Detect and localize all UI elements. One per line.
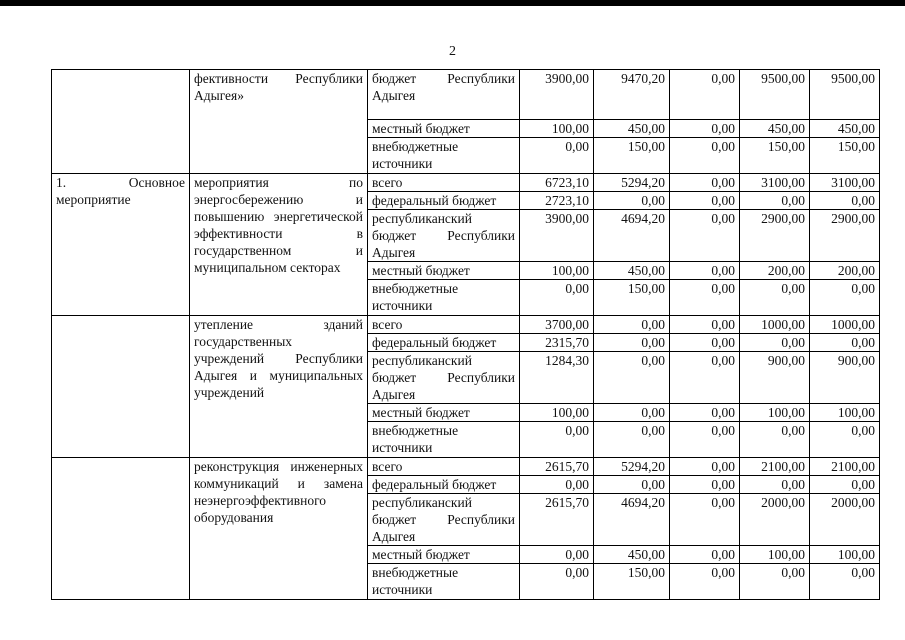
- amount-cell: 0,00: [670, 458, 740, 476]
- amount-cell: 0,00: [740, 334, 810, 352]
- amount-cell: 1000,00: [810, 316, 880, 334]
- amount-cell: 3700,00: [520, 316, 594, 334]
- amount-cell: 0,00: [520, 138, 594, 174]
- budget-table-body: [52, 70, 880, 600]
- amount-cell: 0,00: [740, 564, 810, 600]
- amount-cell: 0,00: [670, 422, 740, 458]
- amount-cell: 900,00: [810, 352, 880, 404]
- funding-source-cell: всего: [368, 316, 520, 334]
- measure-cell: утепление зданий государственных учреждений Республики Адыгея и муниципальных учреждений: [190, 316, 368, 458]
- amount-cell: 0,00: [810, 564, 880, 600]
- amount-cell: 0,00: [810, 192, 880, 210]
- amount-cell: 1284,30: [520, 352, 594, 404]
- amount-cell: 5294,20: [594, 174, 670, 192]
- amount-cell: 0,00: [670, 476, 740, 494]
- funding-source-cell: внебюджетные источники: [368, 280, 520, 316]
- amount-cell: 100,00: [740, 404, 810, 422]
- amount-cell: 0,00: [670, 138, 740, 174]
- amount-cell: 0,00: [670, 316, 740, 334]
- funding-source-cell: всего: [368, 174, 520, 192]
- funding-source-cell: бюджет Республики Адыгея: [368, 70, 520, 120]
- amount-cell: 0,00: [594, 192, 670, 210]
- amount-cell: 100,00: [520, 120, 594, 138]
- amount-cell: 150,00: [740, 138, 810, 174]
- activity-cell: [52, 316, 190, 458]
- amount-cell: 0,00: [670, 334, 740, 352]
- measure-cell: фективности Республики Адыгея»: [190, 70, 368, 174]
- amount-cell: 900,00: [740, 352, 810, 404]
- amount-cell: 3900,00: [520, 210, 594, 262]
- funding-source-cell: местный бюджет: [368, 546, 520, 564]
- amount-cell: 4694,20: [594, 494, 670, 546]
- amount-cell: 0,00: [594, 422, 670, 458]
- amount-cell: 0,00: [740, 476, 810, 494]
- amount-cell: 1000,00: [740, 316, 810, 334]
- amount-cell: 0,00: [594, 476, 670, 494]
- amount-cell: 150,00: [594, 280, 670, 316]
- funding-source-cell: республиканский бюджет Республики Адыгея: [368, 210, 520, 262]
- amount-cell: 5294,20: [594, 458, 670, 476]
- amount-cell: 100,00: [740, 546, 810, 564]
- amount-cell: 0,00: [594, 404, 670, 422]
- amount-cell: 0,00: [670, 352, 740, 404]
- amount-cell: 0,00: [670, 404, 740, 422]
- amount-cell: 100,00: [520, 262, 594, 280]
- table-row: [52, 458, 880, 476]
- funding-source-cell: местный бюджет: [368, 120, 520, 138]
- amount-cell: 0,00: [594, 352, 670, 404]
- measure-cell: реконструкция инженерных коммуникаций и замена неэнергоэффективного оборудования: [190, 458, 368, 600]
- funding-source-cell: федеральный бюджет: [368, 334, 520, 352]
- amount-cell: 2000,00: [740, 494, 810, 546]
- amount-cell: 2100,00: [740, 458, 810, 476]
- amount-cell: 0,00: [810, 422, 880, 458]
- amount-cell: 9500,00: [810, 70, 880, 120]
- amount-cell: 100,00: [520, 404, 594, 422]
- funding-source-cell: внебюджетные источники: [368, 138, 520, 174]
- amount-cell: 2900,00: [740, 210, 810, 262]
- amount-cell: 0,00: [520, 546, 594, 564]
- amount-cell: 0,00: [520, 476, 594, 494]
- amount-cell: 0,00: [740, 422, 810, 458]
- funding-source-cell: внебюджетные источники: [368, 422, 520, 458]
- funding-source-cell: республиканский бюджет Республики Адыгея: [368, 352, 520, 404]
- amount-cell: 450,00: [740, 120, 810, 138]
- funding-source-cell: федеральный бюджет: [368, 192, 520, 210]
- amount-cell: 450,00: [594, 120, 670, 138]
- amount-cell: 200,00: [810, 262, 880, 280]
- amount-cell: 2723,10: [520, 192, 594, 210]
- amount-cell: 0,00: [670, 210, 740, 262]
- amount-cell: 0,00: [670, 120, 740, 138]
- amount-cell: 450,00: [594, 546, 670, 564]
- amount-cell: 2000,00: [810, 494, 880, 546]
- amount-cell: 4694,20: [594, 210, 670, 262]
- amount-cell: 0,00: [670, 280, 740, 316]
- amount-cell: 0,00: [670, 174, 740, 192]
- amount-cell: 200,00: [740, 262, 810, 280]
- amount-cell: 3100,00: [740, 174, 810, 192]
- amount-cell: 0,00: [670, 564, 740, 600]
- amount-cell: 0,00: [810, 476, 880, 494]
- amount-cell: 100,00: [810, 546, 880, 564]
- amount-cell: 0,00: [670, 546, 740, 564]
- amount-cell: 0,00: [670, 262, 740, 280]
- page-top-border: [0, 0, 905, 6]
- amount-cell: 450,00: [594, 262, 670, 280]
- amount-cell: 0,00: [594, 334, 670, 352]
- amount-cell: 0,00: [670, 70, 740, 120]
- activity-cell: [52, 458, 190, 600]
- amount-cell: 3100,00: [810, 174, 880, 192]
- funding-source-cell: местный бюджет: [368, 262, 520, 280]
- amount-cell: 100,00: [810, 404, 880, 422]
- funding-source-cell: республиканский бюджет Республики Адыгея: [368, 494, 520, 546]
- amount-cell: 0,00: [670, 192, 740, 210]
- amount-cell: 0,00: [810, 280, 880, 316]
- amount-cell: 2615,70: [520, 458, 594, 476]
- activity-cell: 1. Основное мероприятие: [52, 174, 190, 316]
- amount-cell: 9470,20: [594, 70, 670, 120]
- amount-cell: 2315,70: [520, 334, 594, 352]
- amount-cell: 2100,00: [810, 458, 880, 476]
- funding-source-cell: местный бюджет: [368, 404, 520, 422]
- table-row: [52, 174, 880, 192]
- amount-cell: 0,00: [520, 422, 594, 458]
- amount-cell: 6723,10: [520, 174, 594, 192]
- activity-cell: [52, 70, 190, 174]
- amount-cell: 0,00: [594, 316, 670, 334]
- table-row: [52, 316, 880, 334]
- amount-cell: 9500,00: [740, 70, 810, 120]
- funding-source-cell: федеральный бюджет: [368, 476, 520, 494]
- measure-cell: мероприятия по энергосбережению и повышению энергетической эффективности в государственном и муниципальном секторах: [190, 174, 368, 316]
- amount-cell: 150,00: [594, 564, 670, 600]
- amount-cell: 0,00: [670, 494, 740, 546]
- funding-source-cell: всего: [368, 458, 520, 476]
- amount-cell: 3900,00: [520, 70, 594, 120]
- amount-cell: 450,00: [810, 120, 880, 138]
- amount-cell: 0,00: [520, 280, 594, 316]
- page-number: 2: [449, 44, 456, 59]
- table-row: [52, 70, 880, 120]
- amount-cell: 2900,00: [810, 210, 880, 262]
- amount-cell: 0,00: [520, 564, 594, 600]
- amount-cell: 150,00: [810, 138, 880, 174]
- funding-source-cell: внебюджетные источники: [368, 564, 520, 600]
- amount-cell: 0,00: [740, 192, 810, 210]
- budget-table: [51, 69, 880, 600]
- amount-cell: 2615,70: [520, 494, 594, 546]
- amount-cell: 150,00: [594, 138, 670, 174]
- amount-cell: 0,00: [810, 334, 880, 352]
- amount-cell: 0,00: [740, 280, 810, 316]
